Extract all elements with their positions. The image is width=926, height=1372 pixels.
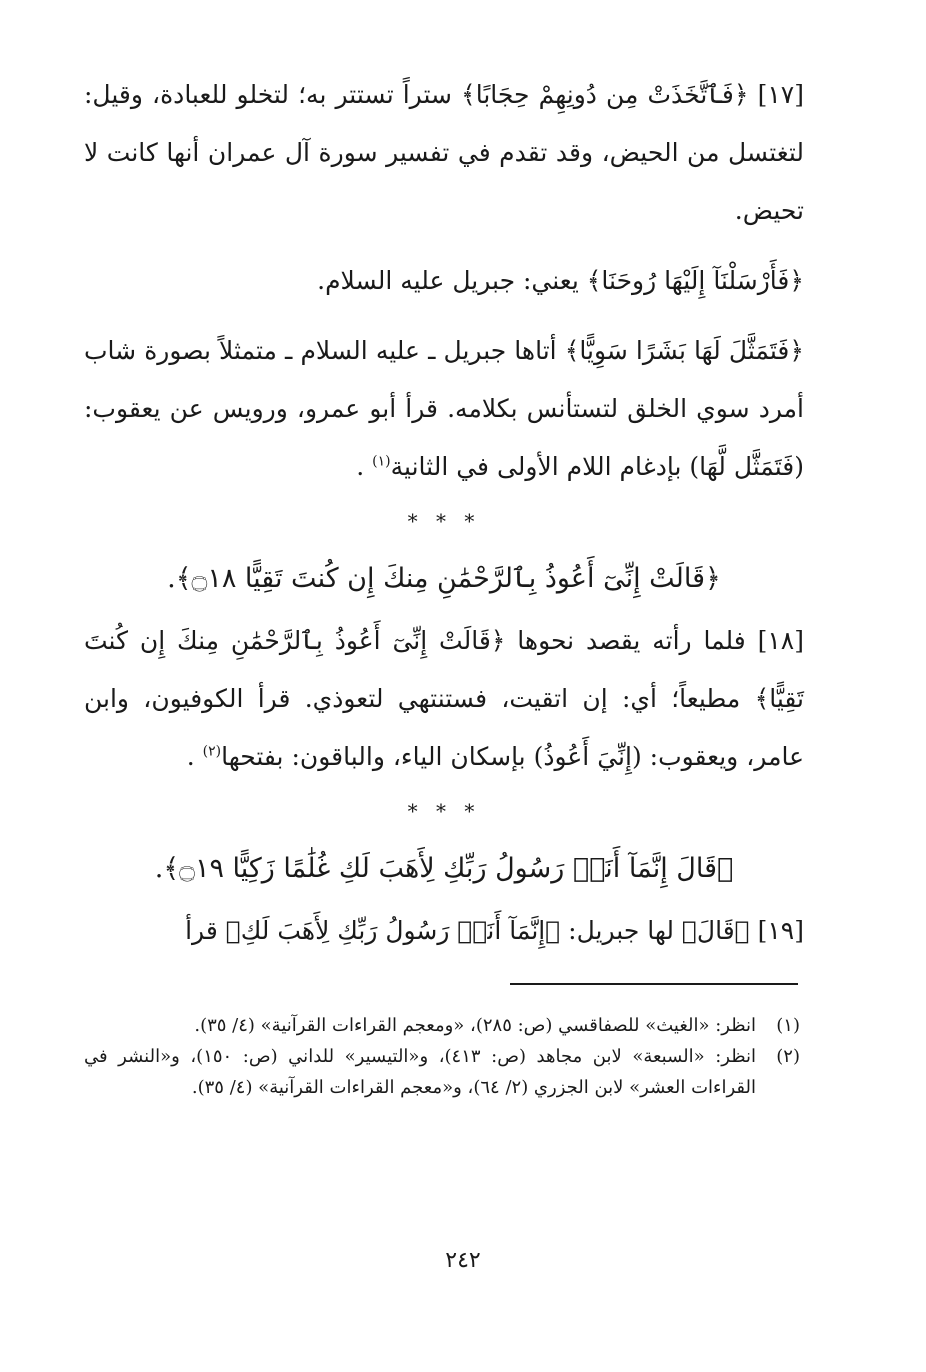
- footnote-1: [84, 1010, 800, 1041]
- footnote-2: [84, 1041, 800, 1103]
- footnotes: [84, 1010, 800, 1103]
- section-separator: * * *: [407, 799, 481, 823]
- paragraph-likeness-end: .: [356, 452, 365, 481]
- paragraph-likeness-text: ﴿فَتَمَثَّلَ لَهَا بَشَرًا سَوِيًّا﴾ أتاها جبريل ـ عليه السلام ـ متمثلاً بصورة شاب أمرد سوي الخلق لتستأنس بكلامه. قرأ أبو عمرو، ورويس عن يعقوب: (فَتَمَثَّل لَّهَا) بإدغام اللام الأولى في الثانية: [84, 336, 804, 481]
- paragraph-likeness: [84, 322, 804, 496]
- paragraph-messenger: ﴿فَأَرْسَلْنَآ إِلَيْهَا رُوحَنَا﴾ يعني: جبريل عليه السلام.: [317, 266, 804, 295]
- section-separator: * * *: [407, 509, 481, 533]
- main-text: [84, 66, 804, 960]
- footnote-text: انظر: «السبعة» لابن مجاهد (ص: ٤١٣)، و«التيسير» للداني (ص: ١٥٠)، و«النشر في القراءات العشر» لابن الجزري (٢/ ٦٤)، و«معجم القراءات القرآنية» (٤/ ٣٥).: [84, 1046, 757, 1098]
- verse-18-heading: ﴿قَالَتْ إِنِّىٓ أَعُوذُ بِٱلرَّحْمَٰنِ مِنكَ إِن كُنتَ تَقِيًّا ۝١٨﴾.: [167, 563, 721, 594]
- footnote-number: (١): [776, 1015, 800, 1036]
- verse-19-heading: ﴿قَالَ إِنَّمَآ أَنَا۠ رَسُولُ رَبِّكِ لِأَهَبَ لَكِ غُلَٰمًا زَكِيًّا ۝١٩﴾.: [154, 853, 734, 884]
- footnote-text: انظر: «الغيث» للصفاقسي (ص: ٢٨٥)، «ومعجم القراءات القرآنية» (٤/ ٣٥).: [194, 1015, 756, 1036]
- footnote-ref-1[interactable]: (١): [372, 453, 391, 470]
- page-number: ٢٤٢: [445, 1248, 481, 1273]
- paragraph-18: [84, 612, 804, 786]
- footnote-divider: [510, 983, 798, 985]
- paragraph-19: [١٩] ﴿قَالَ﴾ لها جبريل: ﴿إِنَّمَآ أَنَا۠ رَسُولُ رَبِّكِ لِأَهَبَ لَكِ﴾ قرأ: [185, 916, 804, 945]
- footnote-number: (٢): [776, 1046, 800, 1067]
- paragraph-17: [١٧] ﴿فَٱتَّخَذَتْ مِن دُونِهِمْ حِجَابًا﴾ ستراً تستتر به؛ لتخلو للعبادة، وقيل: لتغتسل من الحيض، وقد تقدم في تفسير سورة آل عمران أنها كانت لا تحيض.: [84, 80, 804, 225]
- footnote-ref-2[interactable]: (٢): [202, 743, 222, 760]
- paragraph-18-text: [١٨] فلما رأته يقصد نحوها ﴿قَالَتْ إِنِّىٓ أَعُوذُ بِٱلرَّحْمَٰنِ مِنكَ إِن كُنتَ تَقِيًّا﴾ مطيعاً؛ أي: إن اتقيت، فستنتهي لتعوذي. قرأ الكوفيون، وابن عامر، ويعقوب: (إِنِّيَ أَعُوذُ) بإسكان الياء، والباقون: بفتحها: [84, 626, 804, 771]
- paragraph-18-end: .: [186, 742, 195, 771]
